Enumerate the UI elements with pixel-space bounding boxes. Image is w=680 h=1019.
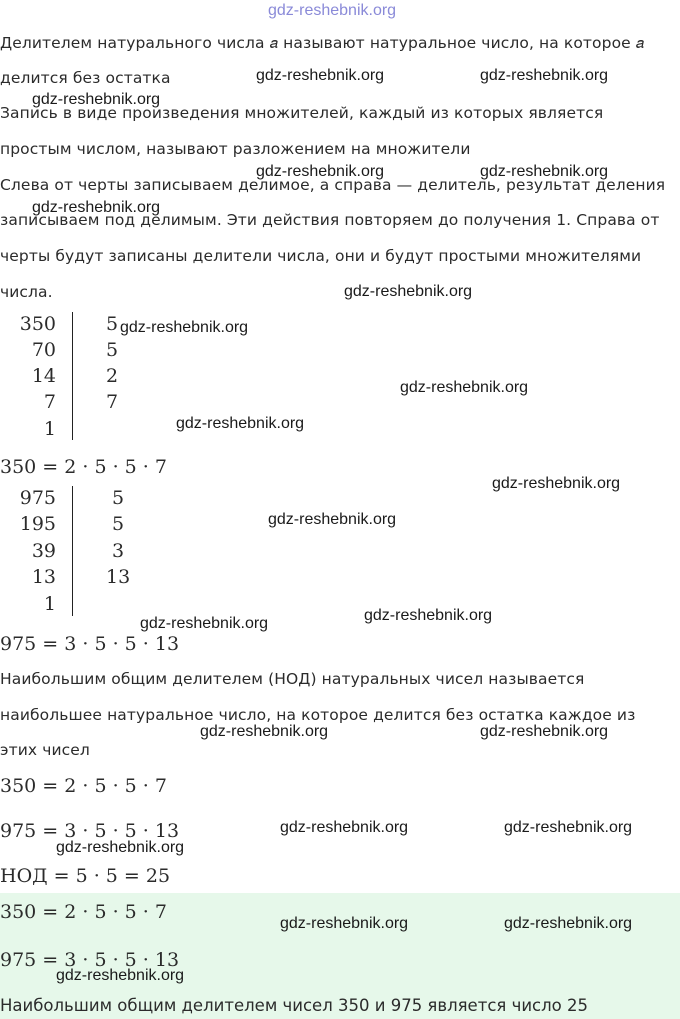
divisor-cell: 5 bbox=[112, 487, 125, 509]
watermark-top: gdz-reshebnik.org bbox=[268, 2, 397, 19]
watermark: gdz-reshebnik.org bbox=[268, 511, 397, 528]
watermark: gdz-reshebnik.org bbox=[480, 723, 609, 740]
divisor-cell: 3 bbox=[112, 540, 125, 562]
watermark: gdz-reshebnik.org bbox=[32, 199, 161, 216]
divisor-cell: 5 bbox=[106, 313, 119, 335]
dividend-cell: 13 bbox=[31, 566, 56, 588]
definition-gcd-line1: Наибольшим общим делителем (НОД) натуральных чисел называется bbox=[0, 670, 585, 688]
watermark: gdz-reshebnik.org bbox=[492, 475, 621, 492]
table-divider-line bbox=[72, 312, 73, 440]
watermark: gdz-reshebnik.org bbox=[32, 91, 161, 108]
divisor-cell: 13 bbox=[106, 566, 131, 588]
watermark: gdz-reshebnik.org bbox=[56, 967, 185, 984]
watermark: gdz-reshebnik.org bbox=[200, 723, 329, 740]
definition-gcd-line3: этих чисел bbox=[0, 741, 90, 759]
formula-350-repeat: 350 = 2 · 5 · 5 · 7 bbox=[0, 775, 167, 797]
divisor-cell: 5 bbox=[112, 513, 125, 535]
watermark: gdz-reshebnik.org bbox=[280, 819, 409, 836]
watermark: gdz-reshebnik.org bbox=[364, 607, 493, 624]
dividend-cell: 39 bbox=[31, 540, 56, 562]
method-line4: числа. bbox=[0, 283, 53, 301]
watermark: gdz-reshebnik.org bbox=[256, 67, 385, 84]
definition-factorization-line2: простым числом, называют разложением на множители bbox=[0, 140, 471, 158]
watermark: gdz-reshebnik.org bbox=[256, 163, 385, 180]
watermark: gdz-reshebnik.org bbox=[400, 379, 529, 396]
watermark: gdz-reshebnik.org bbox=[504, 915, 633, 932]
watermark: gdz-reshebnik.org bbox=[344, 283, 473, 300]
watermark: gdz-reshebnik.org bbox=[280, 915, 409, 932]
answer-formula-350: 350 = 2 · 5 · 5 · 7 bbox=[0, 901, 167, 923]
definition-gcd-line2: наибольшее натуральное число, на которое делится без остатка каждое из bbox=[0, 706, 636, 724]
dividend-cell: 195 bbox=[19, 513, 56, 535]
watermark: gdz-reshebnik.org bbox=[56, 839, 185, 856]
watermark: gdz-reshebnik.org bbox=[480, 163, 609, 180]
watermark: gdz-reshebnik.org bbox=[140, 615, 269, 632]
dividend-cell: 7 bbox=[43, 391, 56, 413]
dividend-cell: 14 bbox=[31, 365, 56, 387]
dividend-cell: 70 bbox=[31, 339, 56, 361]
answer-conclusion: Наибольшим общим делителем чисел 350 и 975 является число 25 bbox=[0, 996, 588, 1015]
formula-975-repeat: 975 = 3 · 5 · 5 · 13 bbox=[0, 820, 180, 842]
watermark: gdz-reshebnik.org bbox=[480, 67, 609, 84]
method-line1: Слева от черты записываем делимое, а справа — делитель, результат деления bbox=[0, 176, 666, 194]
definition-divisor-line2: делится без остатка bbox=[0, 69, 171, 87]
definition-divisor-line1: Делителем натурального числа 𝑎 называют натуральное число, на которое 𝑎 bbox=[0, 34, 645, 52]
watermark: gdz-reshebnik.org bbox=[120, 319, 249, 336]
watermark: gdz-reshebnik.org bbox=[504, 819, 633, 836]
divisor-cell: 5 bbox=[106, 339, 119, 361]
formula-gcd: НОД = 5 · 5 = 25 bbox=[0, 865, 171, 887]
formula-975: 975 = 3 · 5 · 5 · 13 bbox=[0, 633, 180, 655]
dividend-cell: 350 bbox=[19, 313, 56, 335]
dividend-cell: 975 bbox=[19, 487, 56, 509]
formula-350: 350 = 2 · 5 · 5 · 7 bbox=[0, 456, 167, 478]
watermark: gdz-reshebnik.org bbox=[176, 415, 305, 432]
dividend-cell: 1 bbox=[43, 593, 56, 615]
answer-formula-975: 975 = 3 · 5 · 5 · 13 bbox=[0, 949, 180, 971]
method-line3: черты будут записаны делители числа, они и будут простыми множителями bbox=[0, 247, 642, 265]
divisor-cell: 2 bbox=[106, 365, 119, 387]
divisor-cell: 7 bbox=[106, 391, 119, 413]
definition-factorization-line1: Запись в виде произведения множителей, каждый из которых является bbox=[0, 104, 604, 122]
dividend-cell: 1 bbox=[43, 418, 56, 440]
method-line2: записываем под делимым. Эти действия повторяем до получения 1. Справа от bbox=[0, 211, 660, 229]
table-divider-line bbox=[72, 486, 73, 616]
